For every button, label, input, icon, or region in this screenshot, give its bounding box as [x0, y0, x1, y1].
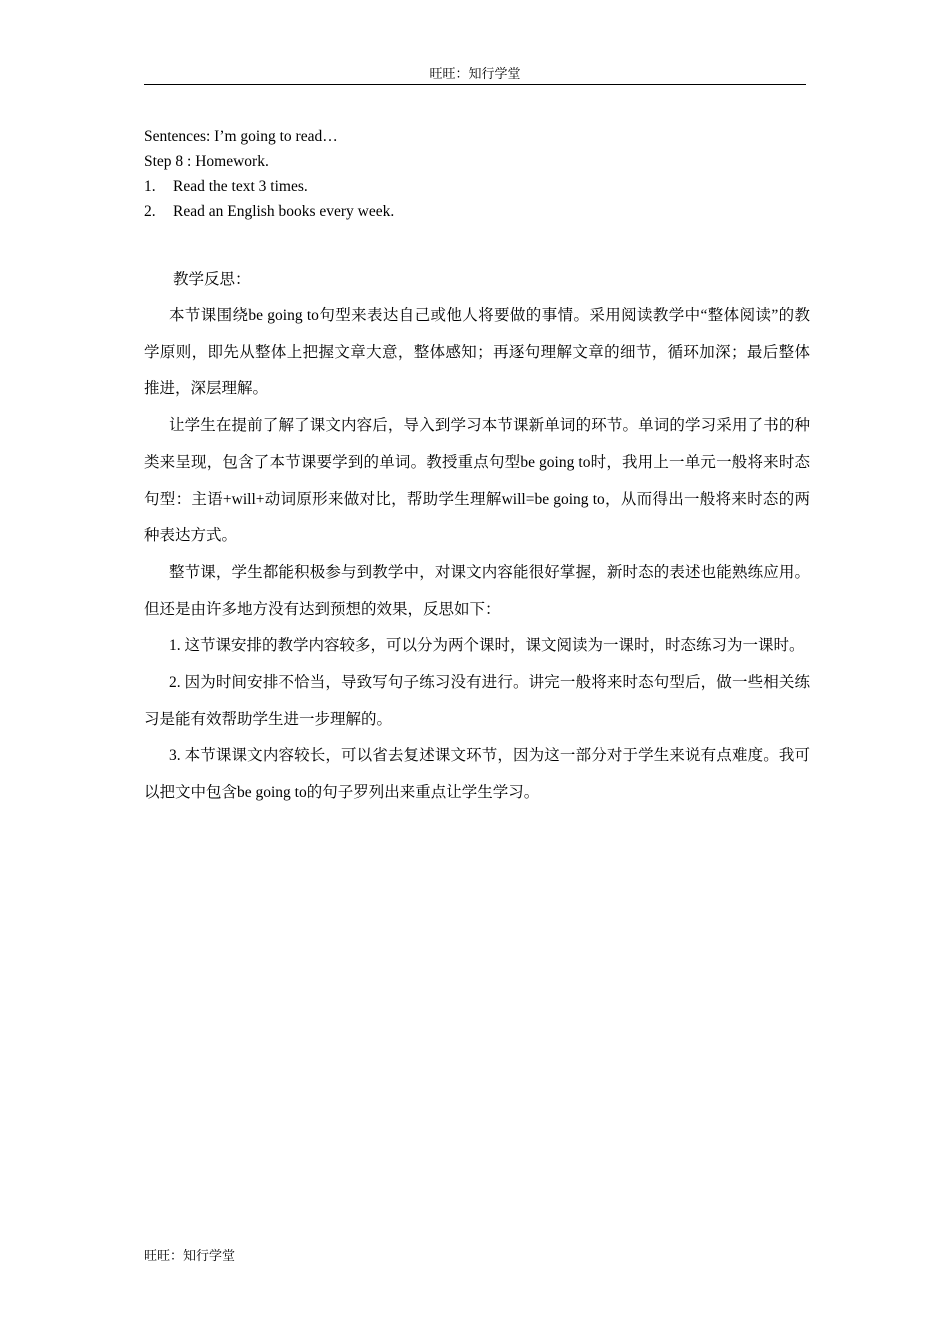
homework-item-1-number: 1. [144, 178, 156, 195]
reflection-paragraph: 本节课围绕be going to句型来表达自己或他人将要做的事情。采用阅读教学中“整体阅读”的教学原则，即先从整体上把握文章大意，整体感知；再逐句理解文章的细节，循环加深；最后整体推进，深层理解。 [144, 307, 810, 398]
reflection-point-2: 2. 因为时间安排不恰当，导致写句子练习没有进行。讲完一般将来时态句型后，做一些相关练习是能有效帮助学生进一步理解的。 [144, 674, 810, 728]
homework-item-1 [144, 174, 806, 199]
reflection-point-1: 1. 这节课安排的教学内容较多，可以分为两个课时，课文阅读为一课时，时态练习为一课时。 [169, 637, 805, 655]
homework-item-2 [144, 199, 806, 224]
reflection-title: 教学反思： [173, 271, 251, 288]
sentences-line: Sentences: I’m going to read… [144, 128, 338, 145]
reflection-point-3: 3. 本节课课文内容较长，可以省去复述课文环节，因为这一部分对于学生来说有点难度。我可以把文中包含be going to的句子罗列出来重点让学生学习。 [144, 747, 810, 802]
reflection-paragraph: 让学生在提前了解了课文内容后，导入到学习本节课新单词的环节。单词的学习采用了书的种类来呈现，包含了本节课要学到的单词。教授重点句型be going to时，我用上一单元一般将来时态句型：主语+will+动词原形来做对比，帮助学生理解will=be going to，从而得出一般将来时态的两种表达方式。 [144, 417, 810, 545]
homework-item-1-text: Read the text 3 times. [173, 178, 308, 195]
reflection-paragraph: 整节课，学生都能积极参与到教学中，对课文内容能很好掌握，新时态的表述也能熟练应用。但还是由许多地方没有达到预想的效果，反思如下： [144, 563, 810, 618]
page-header: 旺旺：知行学堂 [144, 64, 806, 85]
homework-item-2-text: Read an English books every week. [173, 203, 395, 220]
step8-heading: Step 8 : Homework. [144, 153, 269, 170]
lesson-steps [144, 124, 806, 224]
homework-item-2-number: 2. [144, 203, 156, 220]
teaching-reflection [144, 262, 810, 812]
page-footer: 旺旺：知行学堂 [144, 1248, 236, 1263]
